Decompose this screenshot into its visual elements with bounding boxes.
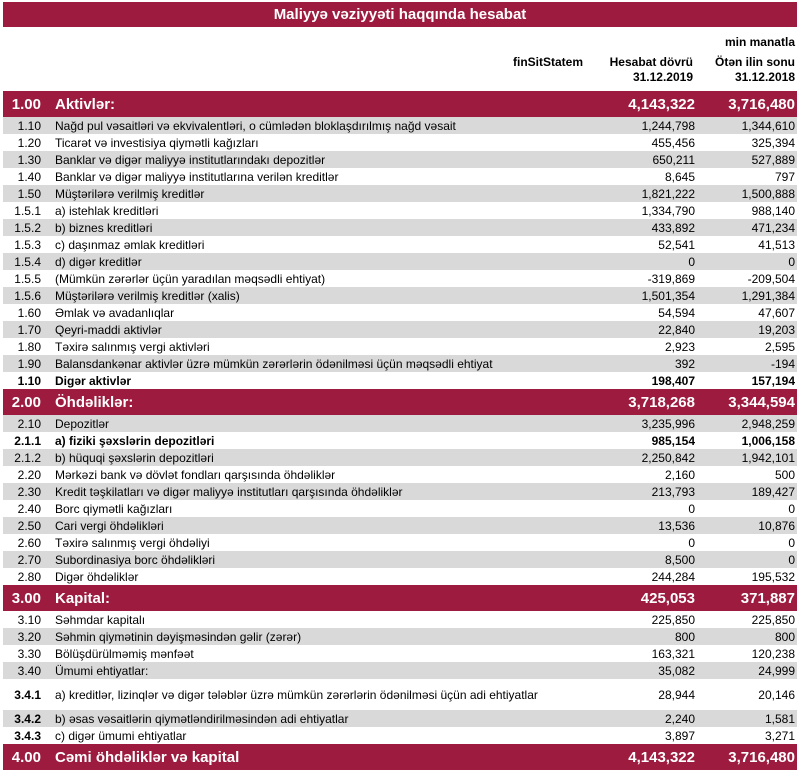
row-label: d) digər kreditlər [55, 254, 142, 269]
row-value-current: 198,407 [651, 373, 695, 388]
column-header-prior [693, 55, 797, 85]
section-label: Öhdəliklər: [55, 393, 134, 411]
row-code: 2.60 [17, 535, 41, 550]
row-value-current: 985,154 [651, 433, 695, 448]
statement-row [3, 534, 797, 551]
row-code: 1.5.1 [14, 203, 41, 218]
section-code: 3.00 [11, 589, 41, 607]
row-code: 1.10 [17, 118, 41, 133]
row-code: 1.50 [17, 186, 41, 201]
row-value-prior: 1,344,610 [741, 118, 795, 133]
row-code: 3.40 [17, 663, 41, 678]
row-value-prior: -194 [770, 356, 795, 371]
row-value-current: 2,160 [664, 467, 695, 482]
row-code: 3.4.2 [14, 711, 41, 726]
row-label: c) daşınmaz əmlak kreditləri [55, 237, 205, 252]
row-value-current: 244,284 [651, 569, 695, 584]
row-value-prior: 1,500,888 [741, 186, 795, 201]
row-value-current: 35,082 [658, 663, 695, 678]
statement-row [3, 645, 797, 662]
row-label: Səhmin qiymətinin dəyişməsindən gəlir (zərər) [55, 629, 302, 644]
row-code: 2.80 [17, 569, 41, 584]
row-value-prior: 3,271 [764, 728, 795, 743]
row-label: Banklar və digər maliyyə institutlarındakı depozitlər [55, 152, 326, 167]
row-code: 1.30 [17, 152, 41, 167]
statement-row [3, 270, 797, 287]
statement-row [3, 686, 797, 703]
statement-row [3, 551, 797, 568]
row-value-prior: 1,942,101 [741, 450, 795, 465]
statement-row [3, 117, 797, 134]
row-value-current: 800 [674, 629, 695, 644]
statement-row [3, 415, 797, 432]
statement-row [3, 372, 797, 389]
statement-row [3, 287, 797, 304]
section-value-current: 3,718,268 [628, 393, 695, 411]
row-label: Depozitlər [55, 416, 110, 431]
row-value-prior: 41,513 [758, 237, 795, 252]
row-value-prior: 2,595 [764, 339, 795, 354]
statement-row [3, 662, 797, 679]
row-value-prior: 20,146 [758, 687, 795, 702]
statement-row [3, 483, 797, 500]
row-label: Ümumi ehtiyatlar: [55, 663, 149, 678]
row-code: 1.5.5 [14, 271, 41, 286]
row-label: Ticarət və investisiya qiymətli kağızları [55, 135, 259, 150]
row-code: 1.90 [17, 356, 41, 371]
row-code: 2.1.2 [14, 450, 41, 465]
column-header-current [597, 55, 693, 85]
row-value-prior: 189,427 [751, 484, 795, 499]
row-value-prior: 0 [788, 501, 795, 516]
row-code: 2.40 [17, 501, 41, 516]
statement-row [3, 134, 797, 151]
statement-row [3, 432, 797, 449]
row-label: Nağd pul vəsaitləri və ekvivalentləri, o cümlədən bloklaşdırılmış nağd vəsait [55, 118, 456, 133]
statement-row [3, 611, 797, 628]
section-header-row [3, 91, 797, 117]
row-label: (Mümkün zərərlər üçün yaradılan məqsədli ehtiyat) [55, 271, 326, 286]
row-value-current: 2,240 [664, 711, 695, 726]
row-value-current: 1,821,222 [641, 186, 695, 201]
prior-period-label: Ötən ilin sonu [715, 55, 795, 69]
row-value-current: 2,250,842 [641, 450, 695, 465]
row-value-current: 650,211 [652, 152, 695, 167]
statement-row [3, 500, 797, 517]
row-code: 1.5.6 [14, 288, 41, 303]
section-value-current: 4,143,322 [628, 95, 695, 113]
row-label: Əmlak və avadanlıqlar [55, 305, 175, 320]
row-label: Mərkəzi bank və dövlət fondları qarşısında öhdəliklər [55, 467, 336, 482]
row-label: Müştərilərə verilmiş kreditlər [55, 186, 205, 201]
section-value-prior: 3,344,594 [728, 393, 795, 411]
section-value-prior: 371,887 [740, 589, 795, 607]
row-value-prior: 0 [788, 254, 795, 269]
row-value-current: 3,897 [664, 728, 695, 743]
row-code: 3.10 [17, 612, 41, 627]
form-code-label: finSitStatem [512, 55, 583, 69]
row-value-prior: 500 [774, 467, 795, 482]
row-code: 2.20 [17, 467, 41, 482]
statement-row [3, 151, 797, 168]
row-value-current: 1,334,790 [641, 203, 695, 218]
row-value-current: 0 [688, 501, 695, 516]
section-code: 4.00 [11, 748, 41, 766]
row-value-prior: 1,291,384 [741, 288, 795, 303]
statement-row [3, 338, 797, 355]
row-code: 2.10 [17, 416, 41, 431]
row-code: 3.30 [17, 646, 41, 661]
section-header-row [3, 744, 797, 770]
row-value-current: 54,594 [658, 305, 695, 320]
row-code: 3.4.1 [14, 687, 41, 702]
row-value-current: 213,793 [651, 484, 695, 499]
row-value-current: 8,645 [664, 169, 695, 184]
row-value-current: 52,541 [658, 237, 695, 252]
row-value-current: -319,869 [647, 271, 695, 286]
row-code: 1.70 [17, 322, 41, 337]
row-code: 1.5.3 [14, 237, 41, 252]
row-code: 1.20 [17, 135, 41, 150]
row-value-prior: 800 [774, 629, 795, 644]
row-value-current: 8,500 [664, 552, 695, 567]
row-value-prior: 325,394 [751, 135, 795, 150]
row-label: a) fiziki şəxslərin depozitləri [55, 433, 215, 448]
row-value-prior: 24,999 [758, 663, 795, 678]
row-label: Kredit təşkilatları və digər maliyyə institutları qarşısında öhdəliklər [55, 484, 403, 499]
row-label: Digər aktivlər [55, 373, 132, 388]
row-label: b) hüquqi şəxslərin depozitləri [55, 450, 214, 465]
row-code: 2.30 [17, 484, 41, 499]
current-period-date: 31.12.2019 [632, 70, 693, 84]
row-value-current: 22,840 [658, 322, 695, 337]
row-label: Digər öhdəliklər [55, 569, 139, 584]
row-value-current: 163,321 [651, 646, 695, 661]
statement-row [3, 202, 797, 219]
statement-row [3, 321, 797, 338]
unit-note: min manatla [724, 35, 795, 49]
row-label: a) kreditlər, lizinqlər və digər tələblər üzrə mümkün zərərlərin ödənilməsi üçün adi ehtiyatlar [55, 687, 538, 702]
row-value-prior: 47,607 [758, 305, 795, 320]
row-code: 3.4.3 [14, 728, 41, 743]
row-value-prior: -209,504 [747, 271, 795, 286]
row-code: 1.5.2 [14, 220, 41, 235]
row-value-current: 0 [688, 535, 695, 550]
section-code: 2.00 [11, 393, 41, 411]
row-label: Subordinasiya borc öhdəlikləri [55, 552, 216, 567]
prior-period-date: 31.12.2018 [734, 70, 795, 84]
row-value-prior: 10,876 [758, 518, 795, 533]
row-value-current: 455,456 [651, 135, 695, 150]
row-code: 3.20 [17, 629, 41, 644]
row-code: 1.80 [17, 339, 41, 354]
row-label: Qeyri-maddi aktivlər [55, 322, 162, 337]
statement-row [3, 710, 797, 727]
row-value-current: 392 [674, 356, 695, 371]
row-label: Banklar və digər maliyyə institutlarına verilən kreditlər [55, 169, 339, 184]
row-value-prior: 471,234 [751, 220, 795, 235]
row-value-current: 0 [688, 254, 695, 269]
section-value-current: 4,143,322 [628, 748, 695, 766]
section-label: Cəmi öhdəliklər və kapital [55, 748, 240, 766]
statement-row [3, 219, 797, 236]
row-value-prior: 0 [788, 535, 795, 550]
section-label: Aktivlər: [55, 95, 116, 113]
report-title-banner [3, 2, 797, 27]
report-title: Maliyyə vəziyyəti haqqında hesabat [273, 6, 527, 23]
row-value-prior: 225,850 [751, 612, 795, 627]
row-value-prior: 19,203 [758, 322, 795, 337]
row-label: c) digər ümumi ehtiyatlar [55, 728, 187, 743]
row-label: Səhmdar kapitalı [55, 612, 146, 627]
row-value-prior: 527,889 [751, 152, 795, 167]
statement-row [3, 253, 797, 270]
statement-row [3, 236, 797, 253]
row-label: Balansdankənar aktivlər üzrə mümkün zərərlərin ödənilməsi üçün məqsədli ehtiyat [55, 356, 493, 371]
section-value-current: 425,053 [640, 589, 695, 607]
section-value-prior: 3,716,480 [728, 95, 795, 113]
row-label: Təxirə salınmış vergi öhdəliyi [55, 535, 210, 550]
row-value-prior: 120,238 [751, 646, 795, 661]
row-value-prior: 2,948,259 [741, 416, 795, 431]
section-label: Kapital: [55, 589, 111, 607]
row-label: b) əsas vəsaitlərin qiymətləndirilməsindən adi ehtiyatlar [55, 711, 349, 726]
row-value-current: 13,536 [658, 518, 695, 533]
row-value-current: 1,501,354 [641, 288, 695, 303]
row-value-prior: 0 [788, 552, 795, 567]
column-headers [3, 55, 797, 85]
statement-row [3, 568, 797, 585]
statement-row [3, 185, 797, 202]
row-label: b) biznes kreditləri [55, 220, 153, 235]
row-label: Bölüşdürülməmiş mənfəət [55, 646, 194, 661]
row-code: 1.10 [17, 373, 41, 388]
statement-row [3, 304, 797, 321]
row-label: Təxirə salınmış vergi aktivləri [55, 339, 210, 354]
section-header-row [3, 389, 797, 415]
row-code: 1.5.4 [14, 254, 41, 269]
row-label: Borc qiymətli kağızları [55, 501, 173, 516]
statement-row [3, 466, 797, 483]
row-label: Cari vergi öhdəlikləri [55, 518, 164, 533]
row-value-prior: 157,194 [751, 373, 795, 388]
section-value-prior: 3,716,480 [728, 748, 795, 766]
row-value-prior: 988,140 [751, 203, 795, 218]
statement-row [3, 355, 797, 372]
section-code: 1.00 [11, 95, 41, 113]
statement-row [3, 517, 797, 534]
row-code: 2.70 [17, 552, 41, 567]
row-value-prior: 797 [774, 169, 795, 184]
statement-row [3, 168, 797, 185]
statement-table [3, 91, 797, 770]
row-value-current: 225,850 [651, 612, 695, 627]
row-label: a) istehlak kreditləri [55, 203, 159, 218]
row-value-current: 1,244,798 [641, 118, 695, 133]
row-code: 1.60 [17, 305, 41, 320]
row-code: 2.50 [17, 518, 41, 533]
row-value-prior: 195,532 [751, 569, 795, 584]
row-value-current: 2,923 [664, 339, 695, 354]
section-header-row [3, 585, 797, 611]
current-period-label: Hesabat dövrü [609, 55, 693, 69]
row-value-current: 433,892 [651, 220, 695, 235]
row-code: 2.1.1 [14, 433, 41, 448]
row-value-current: 3,235,996 [641, 416, 695, 431]
row-value-current: 28,944 [658, 687, 695, 702]
statement-row [3, 628, 797, 645]
row-value-prior: 1,581 [764, 711, 795, 726]
row-value-prior: 1,006,158 [741, 433, 795, 448]
statement-row [3, 727, 797, 744]
row-label: Müştərilərə verilmiş kreditlər (xalis) [55, 288, 240, 303]
row-code: 1.40 [17, 169, 41, 184]
statement-row [3, 449, 797, 466]
